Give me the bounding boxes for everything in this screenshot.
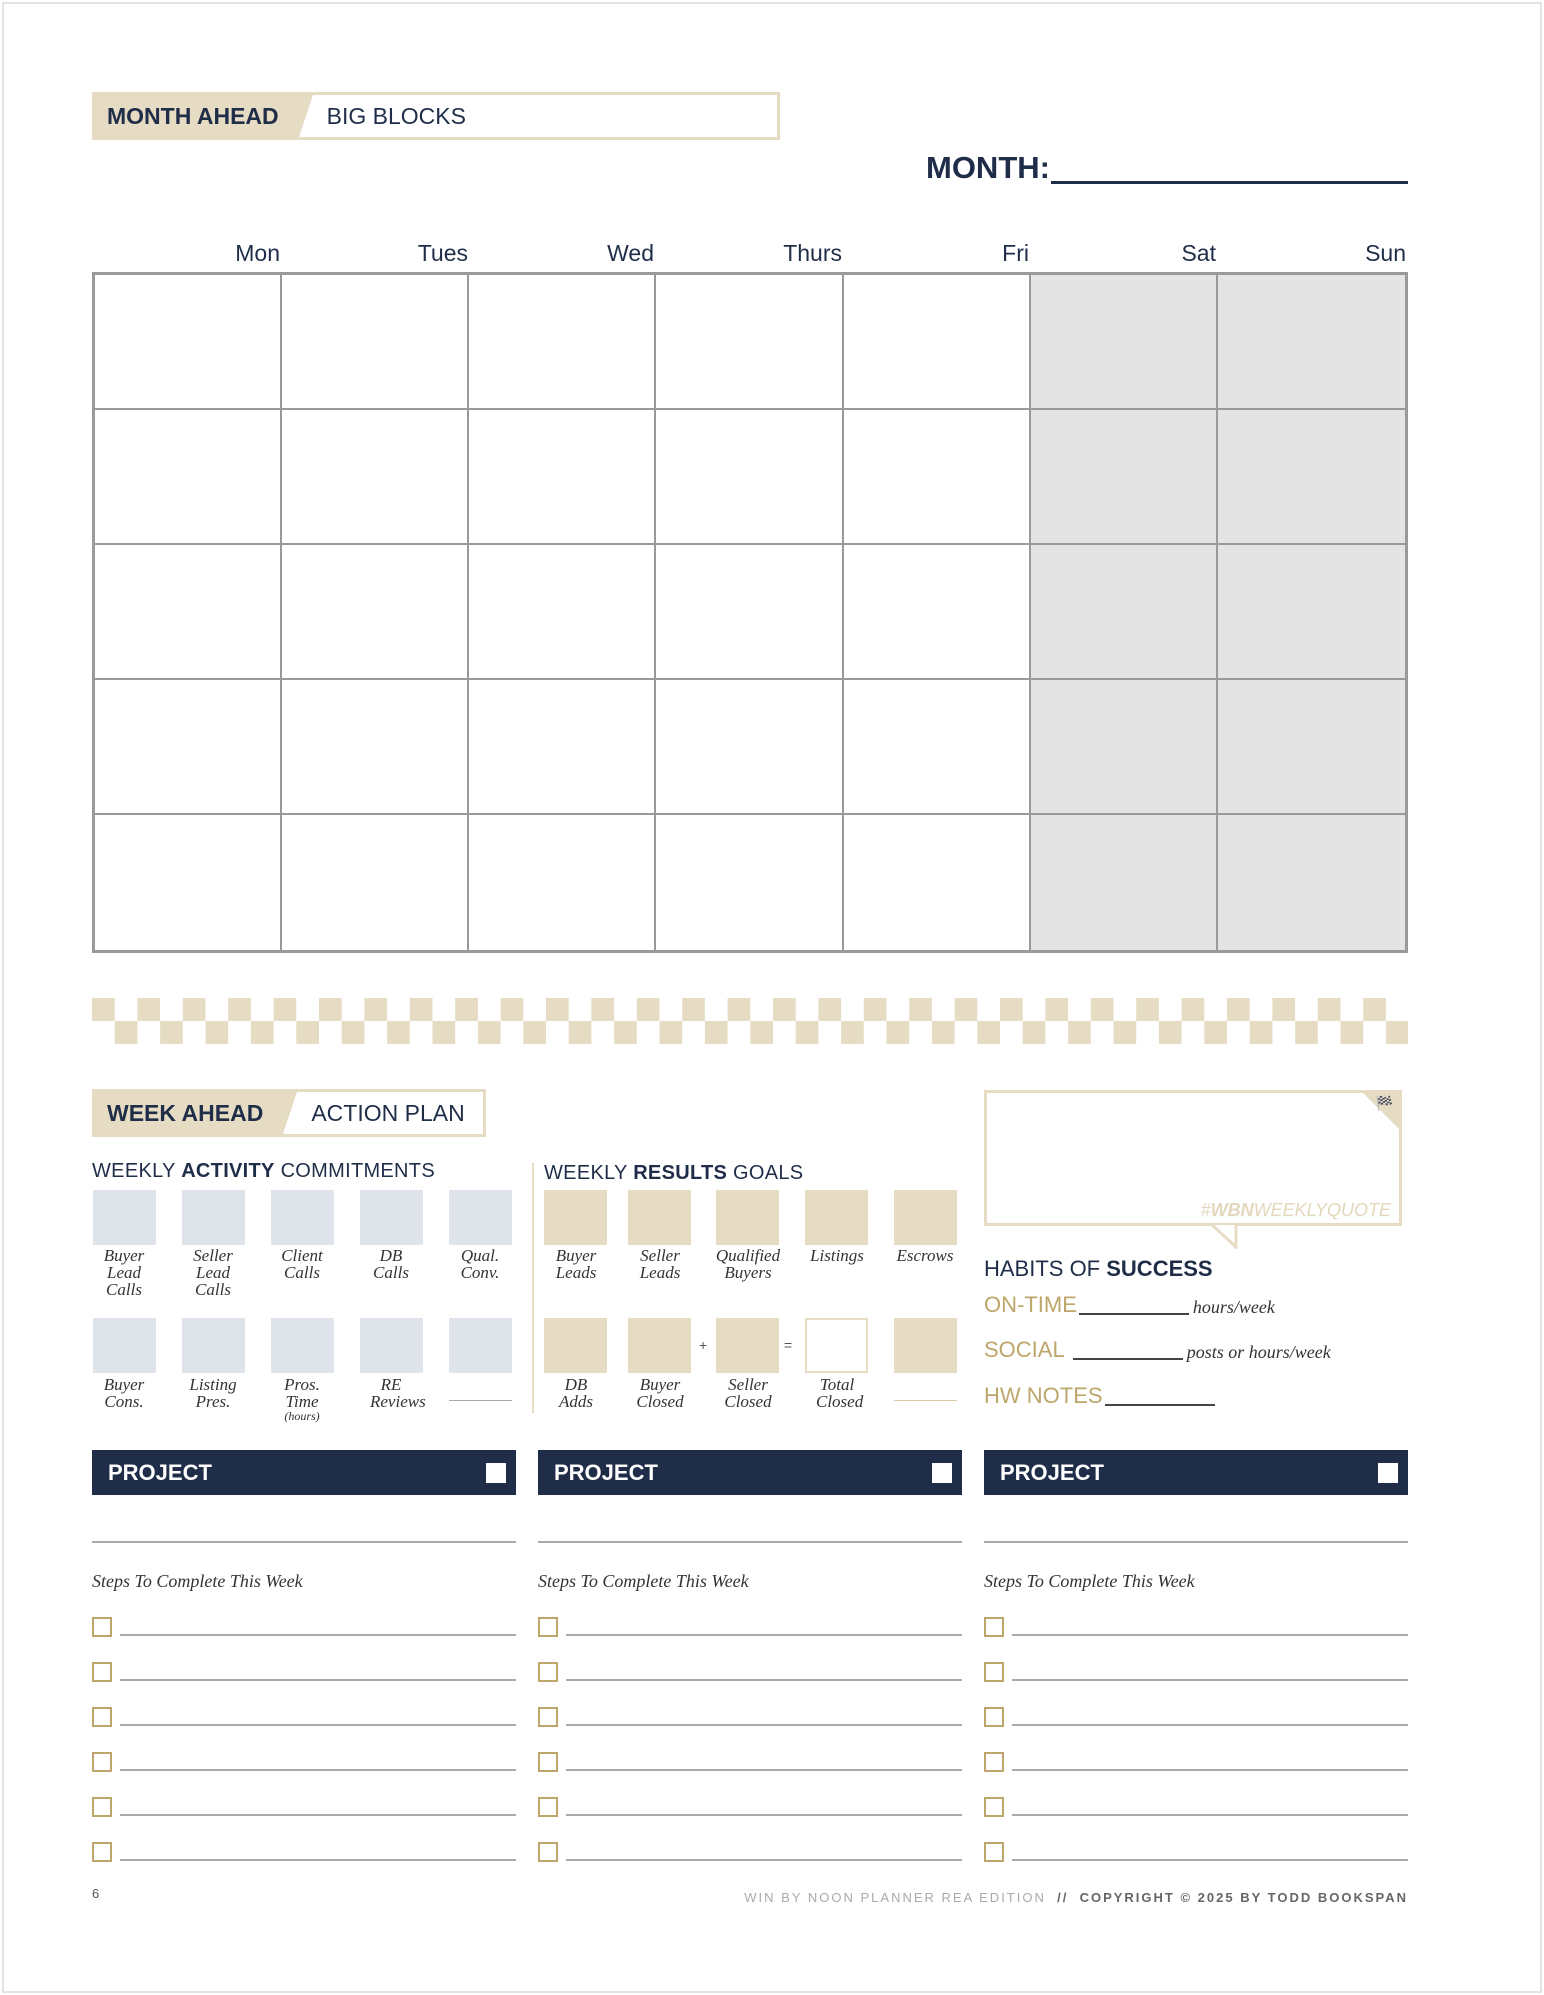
activity-label: Buyer Cons. [103,1375,145,1411]
step-line[interactable] [1012,1769,1408,1771]
checker-square [1182,998,1205,1021]
calendar-day-cell[interactable] [282,680,469,815]
project-column [538,1450,962,1862]
checker-square [977,1021,1000,1044]
day-header-tues: Tues [417,240,468,266]
step-checkbox[interactable] [92,1752,112,1772]
results-box[interactable] [894,1318,957,1373]
step-checkbox[interactable] [92,1707,112,1727]
calendar-day-cell[interactable] [656,410,843,545]
results-goals-title: WEEKLY RESULTS GOALS [544,1162,804,1184]
step-checkbox[interactable] [538,1752,558,1772]
checker-square [1318,998,1341,1021]
steps-label: Steps To Complete This Week [984,1571,1195,1591]
checker-square [92,998,115,1021]
day-header-fri: Fri [1002,240,1029,266]
step-checkbox[interactable] [92,1662,112,1682]
checker-square [750,1021,773,1044]
checker-square [1114,1021,1137,1044]
activity-box[interactable] [360,1318,423,1373]
step-line[interactable] [1012,1634,1408,1636]
results-box[interactable] [628,1318,691,1373]
project-name-line[interactable] [984,1541,1408,1543]
calendar-day-cell[interactable] [1218,275,1405,410]
calendar-day-cell[interactable] [844,815,1031,950]
activity-box[interactable] [449,1190,512,1245]
project-checkbox[interactable] [932,1463,952,1483]
step-checkbox[interactable] [984,1617,1004,1637]
steps-label: Steps To Complete This Week [538,1571,749,1591]
step-line[interactable] [120,1859,516,1861]
step-line[interactable] [120,1679,516,1681]
checker-square [818,998,841,1021]
calendar-day-cell[interactable] [469,545,656,680]
checker-square [909,998,932,1021]
step-checkbox[interactable] [984,1842,1004,1862]
step-row [538,1727,962,1772]
calendar-day-cell[interactable] [282,815,469,950]
checker-square [1363,998,1386,1021]
checker-square [1386,1021,1408,1044]
project-column [984,1450,1408,1862]
footer-credit: WIN BY NOON PLANNER REA EDITION // COPYRIGHT © 2025 BY TODD BOOKSPAN [744,1890,1408,1905]
calendar-day-cell[interactable] [1031,680,1218,815]
project-name-line[interactable] [92,1541,516,1543]
activity-label: Seller Lead Calls [193,1246,233,1299]
checker-square [160,1021,183,1044]
activity-label: RE Reviews [370,1375,426,1411]
checker-square [637,998,660,1021]
calendar-day-cell[interactable] [95,680,282,815]
step-checkbox[interactable] [984,1752,1004,1772]
step-checkbox[interactable] [92,1842,112,1862]
step-line[interactable] [120,1814,516,1816]
step-row [92,1637,516,1682]
calendar-day-cell[interactable] [282,275,469,410]
checker-square [115,1021,138,1044]
step-checkbox[interactable] [984,1662,1004,1682]
checker-square [682,998,705,1021]
checker-square [455,998,478,1021]
step-checkbox[interactable] [92,1797,112,1817]
activity-box[interactable] [93,1318,156,1373]
habit-hw-notes[interactable]: HW NOTES [984,1383,1219,1409]
calendar-day-cell[interactable] [95,815,282,950]
activity-box[interactable] [449,1318,512,1373]
big-blocks-label: BIG BLOCKS [326,102,466,129]
calendar-day-cell[interactable] [469,275,656,410]
checker-square [796,1021,819,1044]
month-ahead-header [92,92,780,140]
calendar-day-cell[interactable] [656,815,843,950]
results-box[interactable] [544,1190,607,1245]
checker-square [1250,1021,1273,1044]
project-title: PROJECT [554,1459,658,1485]
calendar-day-cell[interactable] [95,410,282,545]
checker-square [1091,998,1114,1021]
project-header [538,1450,962,1495]
steps-list [984,1592,1408,1862]
checker-square [887,1021,910,1044]
equals-sign: = [784,1337,793,1353]
checker-square [433,1021,456,1044]
step-row [92,1817,516,1862]
step-row [92,1682,516,1727]
step-line[interactable] [120,1769,516,1771]
step-row [538,1772,962,1817]
checker-square [773,998,796,1021]
step-line[interactable] [1012,1859,1408,1861]
month-field-label: MONTH: [926,150,1050,185]
checker-square [569,1021,592,1044]
results-label: DB Adds [559,1375,593,1411]
week-ahead-label: WEEK AHEAD [95,1092,283,1134]
activity-box[interactable] [271,1318,334,1373]
activity-box[interactable] [360,1190,423,1245]
checker-square [614,1021,637,1044]
calendar-day-cell[interactable] [469,410,656,545]
activity-box[interactable] [93,1190,156,1245]
step-row [984,1637,1408,1682]
day-header-mon: Mon [235,240,280,266]
step-row [538,1592,962,1637]
calendar-day-cell[interactable] [844,275,1031,410]
results-label: Total Closed [816,1375,864,1411]
results-box[interactable] [805,1190,868,1245]
project-title: PROJECT [108,1459,212,1485]
checker-square [660,1021,683,1044]
results-blank-line [894,1400,957,1401]
checker-square [364,998,387,1021]
checker-square [251,1021,274,1044]
results-label: Seller Leads [639,1246,681,1282]
weekly-quote-tag: #WBNWEEKLYQUOTE [1200,1200,1391,1220]
calendar-day-cell[interactable] [282,545,469,680]
step-line[interactable] [566,1769,962,1771]
checker-square [955,998,978,1021]
step-row [538,1817,962,1862]
activity-blank-line [449,1400,512,1401]
steps-list [538,1592,962,1862]
step-line[interactable] [120,1724,516,1726]
step-checkbox[interactable] [538,1842,558,1862]
checker-square [1136,998,1159,1021]
results-box[interactable] [716,1318,779,1373]
habit-social[interactable]: SOCIAL posts or hours/week [984,1337,1331,1362]
checker-square [1227,998,1250,1021]
project-header [984,1450,1408,1495]
project-column [92,1450,516,1862]
activity-commitments-title: WEEKLY ACTIVITY COMMITMENTS [92,1160,435,1182]
checker-square [932,1021,955,1044]
checker-square [705,1021,728,1044]
results-box[interactable] [894,1190,957,1245]
results-box[interactable] [544,1318,607,1373]
checker-square [1159,1021,1182,1044]
project-header [92,1450,516,1495]
month-ahead-label: MONTH AHEAD [95,95,299,137]
checker-square [523,1021,546,1044]
checker-square [478,1021,501,1044]
checker-square [296,1021,319,1044]
day-header-thurs: Thurs [783,240,842,266]
step-row [92,1592,516,1637]
step-line[interactable] [120,1634,516,1636]
step-checkbox[interactable] [538,1617,558,1637]
habits-title: HABITS OF SUCCESS [984,1256,1213,1281]
day-header-sun: Sun [1365,240,1406,266]
action-plan-label: ACTION PLAN [311,1099,465,1126]
checker-square [206,1021,229,1044]
results-box[interactable] [716,1190,779,1245]
calendar-day-cell[interactable] [469,815,656,950]
step-line[interactable] [1012,1814,1408,1816]
checker-square [591,998,614,1021]
checker-square [342,1021,365,1044]
project-checkbox[interactable] [486,1463,506,1483]
results-label: Buyer Leads [555,1246,597,1282]
calendar-day-cell[interactable] [1031,275,1218,410]
calendar-day-cell[interactable] [656,275,843,410]
calendar-day-cell[interactable] [1031,815,1218,950]
steps-label: Steps To Complete This Week [92,1571,303,1591]
step-checkbox[interactable] [538,1797,558,1817]
checker-square [1204,1021,1227,1044]
calendar-day-cell[interactable] [844,680,1031,815]
total-closed-box[interactable] [805,1318,868,1373]
checker-square [387,1021,410,1044]
step-row [92,1772,516,1817]
step-row [984,1592,1408,1637]
step-row [984,1727,1408,1772]
checkered-flag-icon: 🏁 [1375,1095,1393,1111]
step-checkbox[interactable] [92,1617,112,1637]
calendar-day-cell[interactable] [1218,680,1405,815]
checker-square [864,998,887,1021]
checker-square [274,998,297,1021]
project-name-line[interactable] [538,1541,962,1543]
results-label: Buyer Closed [636,1375,684,1411]
results-label: Seller Closed [724,1375,772,1411]
checker-square [137,998,160,1021]
step-row [984,1817,1408,1862]
checker-square [546,998,569,1021]
calendar-day-cell[interactable] [844,545,1031,680]
activity-label: Listing Pres. [189,1375,237,1411]
results-box[interactable] [628,1190,691,1245]
checker-square [1000,998,1023,1021]
step-row [538,1637,962,1682]
step-row [538,1682,962,1727]
step-row [984,1682,1408,1727]
steps-list [92,1592,516,1862]
activity-label: DB Calls [373,1246,409,1282]
month-calendar-grid [92,272,1408,953]
calendar-day-cell[interactable] [95,275,282,410]
habit-on-time[interactable]: ON-TIME hours/week [984,1292,1275,1317]
activity-box[interactable] [182,1190,245,1245]
checker-square [501,998,524,1021]
step-line[interactable] [566,1634,962,1636]
results-label: Listings [810,1246,864,1265]
activity-label: Qual. Conv. [460,1246,500,1282]
quote-tail [1212,1223,1242,1249]
activity-label: Client Calls [281,1246,323,1282]
checker-square [1068,1021,1091,1044]
step-line[interactable] [566,1724,962,1726]
step-checkbox[interactable] [538,1662,558,1682]
calendar-day-cell[interactable] [656,680,843,815]
calendar-day-cell[interactable] [656,545,843,680]
step-row [984,1772,1408,1817]
checker-square [1295,1021,1318,1044]
activity-box[interactable] [271,1190,334,1245]
week-ahead-header [92,1089,486,1137]
activity-box[interactable] [182,1318,245,1373]
results-label: Qualified Buyers [715,1246,781,1282]
checker-square [1045,998,1068,1021]
results-label: Escrows [896,1246,954,1265]
step-checkbox[interactable] [984,1707,1004,1727]
checker-divider [92,998,1408,1044]
checker-square [319,998,342,1021]
page-number: 6 [92,1886,100,1901]
calendar-day-cell[interactable] [1031,410,1218,545]
step-line[interactable] [566,1679,962,1681]
step-line[interactable] [1012,1724,1408,1726]
calendar-day-cell[interactable] [469,680,656,815]
checker-square [1272,998,1295,1021]
checker-square [410,998,433,1021]
checker-square [728,998,751,1021]
activity-label: Buyer Lead Calls [103,1246,145,1299]
activity-label: Pros. Time (hours) [284,1375,320,1423]
project-title: PROJECT [1000,1459,1104,1485]
day-header-wed: Wed [607,240,654,266]
calendar-day-cell[interactable] [1218,410,1405,545]
calendar-day-cell[interactable] [282,410,469,545]
day-header-sat: Sat [1181,240,1216,266]
month-field-line[interactable] [1051,181,1408,184]
weekly-quote-box[interactable] [984,1090,1402,1226]
step-checkbox[interactable] [984,1797,1004,1817]
plus-sign: + [699,1337,708,1353]
step-checkbox[interactable] [538,1707,558,1727]
project-checkbox[interactable] [1378,1463,1398,1483]
calendar-day-cell[interactable] [1031,545,1218,680]
calendar-day-cell[interactable] [844,410,1031,545]
calendar-day-cell[interactable] [95,545,282,680]
checker-square [1023,1021,1046,1044]
step-row [92,1727,516,1772]
calendar-day-cell[interactable] [1218,815,1405,950]
checker-square [1341,1021,1364,1044]
calendar-day-cell[interactable] [1218,545,1405,680]
step-line[interactable] [1012,1679,1408,1681]
checker-square [841,1021,864,1044]
step-line[interactable] [566,1814,962,1816]
step-line[interactable] [566,1859,962,1861]
checker-square [228,998,251,1021]
checker-square [183,998,206,1021]
